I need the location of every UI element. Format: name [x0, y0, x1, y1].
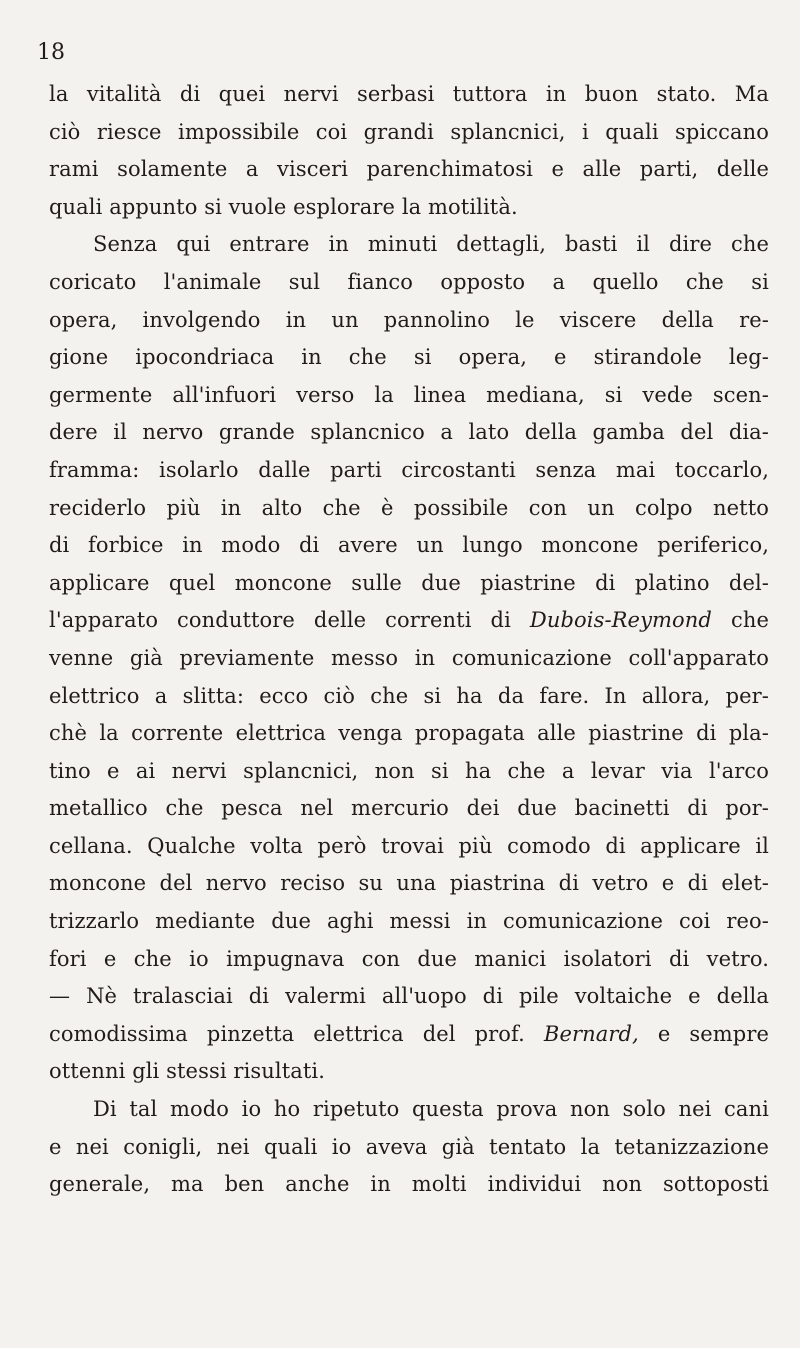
page-number: 18	[37, 40, 65, 65]
text-segment: comodissima pinzetta elettrica del prof.	[49, 1021, 525, 1046]
text-line: quali appunto si vuole esplorare la motilità.	[49, 194, 518, 219]
text-line: tino e ai nervi splancnici, non si ha che a levar via l'arco	[49, 758, 769, 783]
text-line: Senza qui entrare in minuti dettagli, basti il dire che	[93, 232, 769, 257]
text-line: ottenni gli stessi risultati.	[49, 1059, 325, 1084]
author-name: Dubois-Reymond	[529, 608, 712, 633]
text-line: generale, ma ben anche in molti individui non sottoposti	[49, 1172, 769, 1197]
text-line	[49, 1016, 769, 1054]
text-line: trizzarlo mediante due aghi messi in comunicazione coi reo-	[49, 909, 769, 934]
text-line: opera, involgendo in un pannolino le viscere della re-	[49, 307, 769, 332]
text-line: metallico che pesca nel mercurio dei due bacinetti di por-	[49, 796, 769, 821]
text-segment: l'apparato conduttore delle correnti di	[49, 608, 511, 633]
text-line: di forbice in modo di avere un lungo moncone periferico,	[49, 533, 769, 558]
text-line: dere il nervo grande splancnico a lato della gamba del dia-	[49, 420, 769, 445]
text-segment: che	[730, 608, 769, 633]
text-line: rami solamente a visceri parenchimatosi e alle parti, delle	[49, 157, 769, 182]
text-line: e nei conigli, nei quali io aveva già tentato la tetanizzazione	[49, 1134, 769, 1159]
text-line: la vitalità di quei nervi serbasi tuttora in buon stato. Ma	[49, 82, 769, 106]
body-text	[49, 76, 769, 1204]
author-name: Bernard,	[543, 1021, 639, 1046]
text-line: reciderlo più in alto che è possibile con un colpo netto	[49, 495, 769, 520]
text-line: — Nè tralasciai di valermi all'uopo di pile voltaiche e della	[49, 984, 769, 1009]
text-line: applicare quel moncone sulle due piastrine di platino del-	[49, 570, 769, 595]
text-line: fori e che io impugnava con due manici isolatori di vetro.	[49, 946, 769, 971]
text-line: framma: isolarlo dalle parti circostanti senza mai toccarlo,	[49, 457, 769, 482]
text-line: gione ipocondriaca in che si opera, e stirandole leg-	[49, 345, 769, 370]
text-line: chè la corrente elettrica venga propagata alle piastrine di pla-	[49, 721, 769, 746]
text-line: elettrico a slitta: ecco ciò che si ha da fare. In allora, per-	[49, 683, 769, 708]
text-line: cellana. Qualche volta però trovai più comodo di applicare il	[49, 833, 769, 858]
text-line	[49, 602, 769, 640]
text-line: ciò riesce impossibile coi grandi splancnici, i quali spiccano	[49, 119, 769, 144]
text-line: venne già previamente messo in comunicazione coll'apparato	[49, 645, 769, 670]
text-segment: e sempre	[657, 1021, 770, 1046]
text-line: Di tal modo io ho ripetuto questa prova non solo nei cani	[93, 1097, 769, 1122]
text-line: moncone del nervo reciso su una piastrina di vetro e di elet-	[49, 871, 769, 896]
text-line: coricato l'animale sul fianco opposto a quello che si	[49, 269, 769, 294]
text-line: germente all'infuori verso la linea mediana, si vede scen-	[49, 382, 769, 407]
